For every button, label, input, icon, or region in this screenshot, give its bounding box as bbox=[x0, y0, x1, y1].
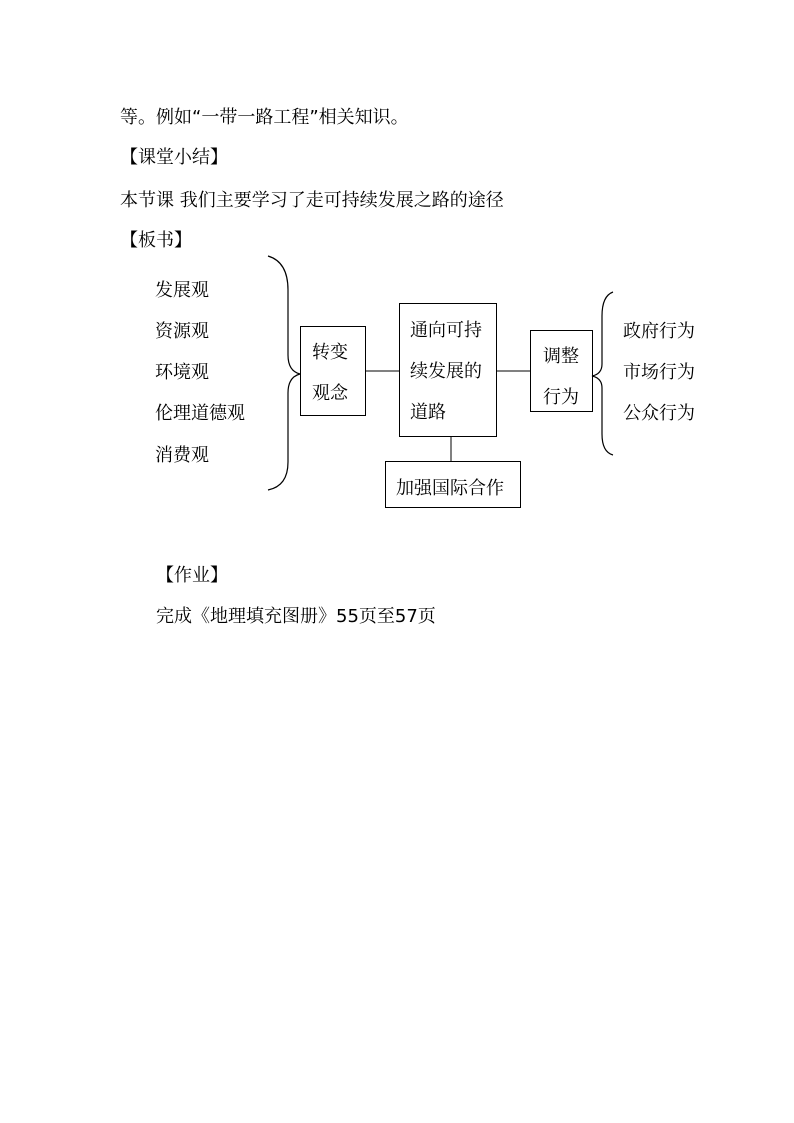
left-item: 消费观 bbox=[155, 445, 209, 466]
left-item: 发展观 bbox=[155, 280, 209, 301]
right-brace bbox=[592, 292, 613, 455]
left-brace bbox=[268, 256, 300, 490]
right-item: 公众行为 bbox=[623, 403, 695, 424]
homework-text: 完成《地理填充图册》55页至57页 bbox=[156, 606, 436, 627]
left-item: 资源观 bbox=[155, 321, 209, 342]
left-item: 环境观 bbox=[155, 362, 209, 383]
left-item: 伦理道德观 bbox=[155, 403, 245, 424]
change-concept-line: 转变 bbox=[312, 342, 348, 363]
center-box-line: 道路 bbox=[410, 402, 446, 423]
right-item: 政府行为 bbox=[623, 321, 695, 342]
homework-heading: 【作业】 bbox=[156, 565, 228, 586]
summary-heading: 【课堂小结】 bbox=[120, 147, 228, 168]
summary-text: 本节课 我们主要学习了走可持续发展之路的途径 bbox=[120, 190, 504, 211]
intro-line: 等。例如“一带一路工程”相关知识。 bbox=[120, 107, 409, 128]
cooperation-label: 加强国际合作 bbox=[396, 478, 504, 499]
board-heading: 【板书】 bbox=[120, 230, 192, 251]
adjust-behavior-line: 行为 bbox=[543, 387, 579, 408]
center-box-line: 续发展的 bbox=[410, 361, 482, 382]
center-box-line: 通向可持 bbox=[410, 320, 482, 341]
right-item: 市场行为 bbox=[623, 362, 695, 383]
adjust-behavior-line: 调整 bbox=[543, 346, 579, 367]
change-concept-line: 观念 bbox=[312, 383, 348, 404]
